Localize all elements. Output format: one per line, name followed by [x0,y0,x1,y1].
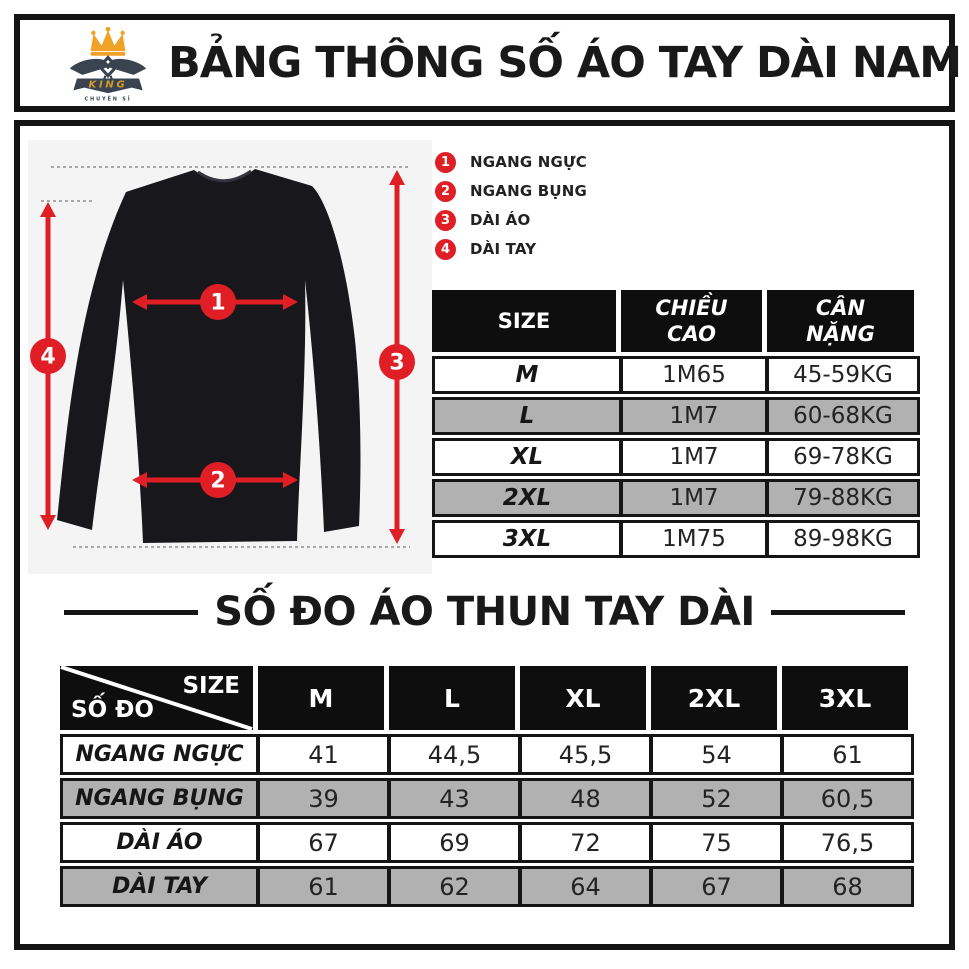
legend-label: DÀI ÁO [470,211,531,229]
cell-weight: 79-88KG [765,482,917,514]
table-row [60,778,914,819]
cell-height: 1M75 [619,523,765,555]
legend-item [435,179,587,203]
legend-num-icon: 4 [435,239,456,260]
mustache-icon [70,59,147,75]
measurement-table [60,666,914,910]
corner-sodo-label: SỐ ĐO [71,697,154,723]
table-row [432,520,920,558]
cell-size: 3XL [502,526,552,552]
legend-num-icon: 2 [435,181,456,202]
cell-value: 39 [256,781,387,816]
table-header-row [432,290,920,352]
legend-item [435,208,587,232]
cell-size: M [515,362,539,388]
cell-value: 44,5 [387,737,518,772]
belly-marker-num: 2 [210,468,226,494]
row-label: NGANG BỤNG [75,786,244,811]
cell-value: 61 [256,869,387,904]
section-title: SỐ ĐO ÁO THUN TAY DÀI [214,589,755,635]
legend-label: NGANG BỤNG [470,182,588,200]
cell-size: L [519,403,535,429]
cell-weight: 60-68KG [765,400,917,432]
page-title: BẢNG THÔNG SỐ ÁO TAY DÀI NAM [168,38,961,88]
header-size: SIZE [432,290,616,352]
legend-num-icon: 3 [435,210,456,231]
legend-num-icon: 1 [435,152,456,173]
crown-icon [91,30,126,51]
header-col: L [389,666,515,730]
cell-weight: 69-78KG [765,441,917,473]
cell-value: 64 [518,869,649,904]
table-row [60,822,914,863]
header [14,14,961,112]
table-row [432,397,920,435]
legend [435,150,587,266]
row-label: NGANG NGỰC [75,742,244,767]
header-height-label: CHIỀU CAO [655,295,728,346]
section-title-bar [20,584,949,640]
cell-value: 43 [387,781,518,816]
cell-value: 48 [518,781,649,816]
cell-value: 72 [518,825,649,860]
legend-item [435,150,587,174]
cell-value: 54 [649,737,780,772]
content [14,120,955,950]
cell-value: 41 [256,737,387,772]
cell-weight: 89-98KG [765,523,917,555]
title-line-left [64,610,198,615]
cell-size: 2XL [502,485,552,511]
length-marker-num: 3 [389,350,405,376]
legend-item [435,237,587,261]
shirt-diagram-svg [28,140,432,574]
cell-value: 60,5 [780,781,911,816]
legend-label: NGANG NGỰC [470,153,587,171]
header-weight-label: CÂN NẶNG [806,295,875,346]
cell-weight: 45-59KG [765,359,917,391]
table-row [432,479,920,517]
header-col: 2XL [651,666,777,730]
king-logo-icon [53,21,163,105]
logo-brand-text: KING [88,79,128,91]
header-col: M [258,666,384,730]
table-row [60,866,914,907]
table-row [432,356,920,394]
cell-value: 67 [649,869,780,904]
cell-value: 76,5 [780,825,911,860]
table-row [60,734,914,775]
cell-value: 75 [649,825,780,860]
shirt-diagram [28,140,432,574]
cell-value: 61 [780,737,911,772]
table-row [432,438,920,476]
diagonal-corner-cell [60,666,253,730]
legend-label: DÀI TAY [470,240,537,258]
cell-value: 62 [387,869,518,904]
header-height [621,290,762,352]
table-header-row [60,666,914,730]
sleeve-marker-num: 4 [40,344,56,370]
cell-height: 1M65 [619,359,765,391]
cell-value: 67 [256,825,387,860]
cell-height: 1M7 [619,482,765,514]
row-label: DÀI TAY [112,874,207,899]
cell-height: 1M7 [619,400,765,432]
cell-size: XL [510,444,544,470]
chest-marker-num: 1 [210,290,226,316]
row-label: DÀI ÁO [116,830,203,855]
title-line-right [771,610,905,615]
corner-size-label: SIZE [182,673,240,699]
header-col: 3XL [782,666,908,730]
header-col: XL [520,666,646,730]
brand-logo [48,21,168,105]
size-height-weight-table [432,290,920,561]
cell-value: 69 [387,825,518,860]
cell-height: 1M7 [619,441,765,473]
cell-value: 68 [780,869,911,904]
header-weight [767,290,914,352]
logo-subtitle-text: CHUYÊN SỈ [84,96,132,103]
cell-value: 52 [649,781,780,816]
cell-value: 45,5 [518,737,649,772]
